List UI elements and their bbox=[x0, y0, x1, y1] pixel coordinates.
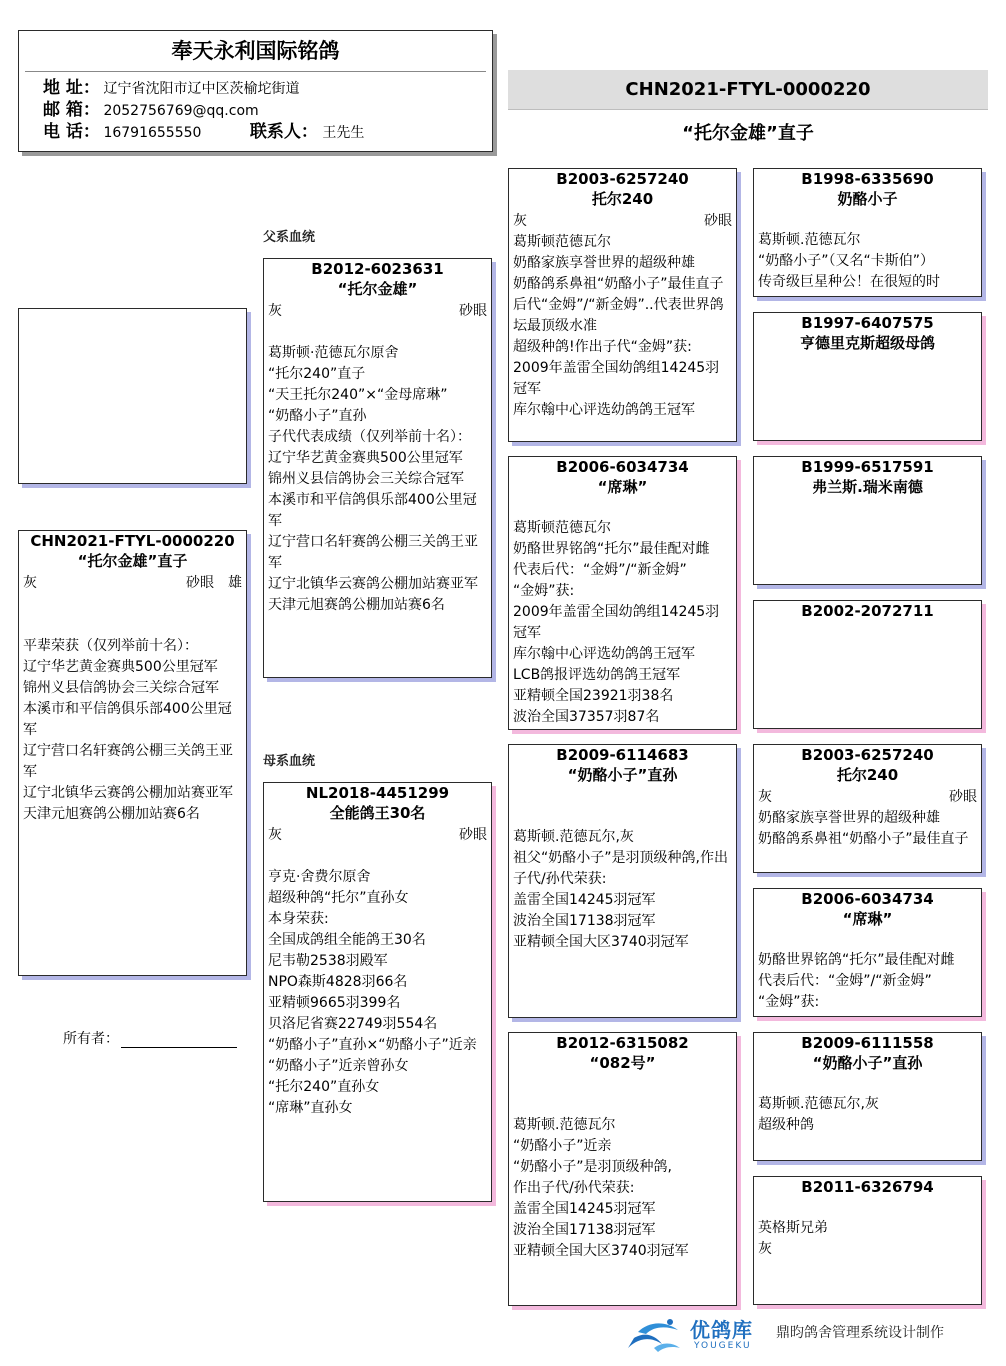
note-line: 辽宁华艺黄金赛典500公里冠军 bbox=[23, 659, 218, 675]
dam-dam-sire-card bbox=[753, 1032, 982, 1161]
note-line: NPO森斯4828羽66名 bbox=[268, 974, 408, 990]
note-line: 葛斯顿范德瓦尔 bbox=[513, 234, 611, 250]
note-line: 超级种鸽 bbox=[758, 1117, 814, 1133]
eye-sex-group bbox=[186, 573, 242, 594]
owner-underline bbox=[121, 1032, 237, 1048]
ring-number: B2002-2072711 bbox=[801, 602, 934, 620]
note-line: 英格斯兄弟 bbox=[758, 1220, 828, 1236]
note-line: 亨克·舍费尔原舍 bbox=[268, 869, 371, 885]
notes-block bbox=[19, 594, 246, 825]
notes-block bbox=[264, 846, 491, 1119]
note-line: 本溪市和平信鸽俱乐部400公里冠军 bbox=[23, 701, 232, 738]
note-line: 波治全国17138羽冠军 bbox=[513, 1222, 656, 1238]
eye-value: 砂眼 bbox=[704, 213, 732, 229]
title-subtitle: “托尔金雄”直子 bbox=[682, 123, 814, 144]
sire-sire-card bbox=[508, 168, 737, 442]
wave-logo-icon bbox=[624, 1314, 684, 1354]
bird-name: “奶酪小子”直孙 bbox=[812, 1054, 923, 1072]
note-line: 天津元旭赛鸽公棚加站赛6名 bbox=[23, 806, 200, 822]
notes-block bbox=[754, 808, 981, 850]
notes-block bbox=[509, 497, 736, 728]
address-value: 辽宁省沈阳市辽中区茨榆坨街道 bbox=[103, 81, 300, 97]
photo-placeholder bbox=[18, 308, 247, 484]
sire-dam-sire-card bbox=[753, 456, 982, 585]
dam-dam-card bbox=[508, 1032, 737, 1306]
notes-block bbox=[509, 785, 736, 953]
ring-number: B1997-6407575 bbox=[801, 314, 934, 332]
note-line: “金姆”获: bbox=[513, 583, 575, 599]
note-line bbox=[758, 1073, 977, 1094]
note-line: “席琳”直孙女 bbox=[268, 1100, 353, 1116]
eye-sex-group bbox=[459, 301, 487, 322]
note-line: 本溪市和平信鸽俱乐部400公里冠军 bbox=[268, 492, 477, 529]
color-value: 灰 bbox=[758, 789, 772, 805]
note-line: 平辈荣获（仅列举前十名）： bbox=[23, 638, 198, 654]
eye-value: 砂眼 bbox=[459, 827, 487, 843]
note-line: 亚精顿全国23921羽38名 bbox=[513, 688, 674, 704]
note-line: 子代代表成绩（仅列举前十名）： bbox=[268, 429, 471, 445]
note-line: 库尔翰中心评选幼鸽鸽王冠军 bbox=[513, 646, 695, 662]
note-line: 奶酪鸽系鼻祖“奶酪小子”最佳直子 bbox=[758, 831, 969, 847]
eye-value: 砂眼 bbox=[459, 303, 487, 319]
contact-label: 联系人： bbox=[249, 122, 318, 142]
note-line: 奶酪家族享誉世界的超级种雄 bbox=[758, 810, 940, 826]
note-line bbox=[23, 594, 242, 615]
color-value: 灰 bbox=[513, 213, 527, 229]
eye-sex-group bbox=[704, 211, 732, 232]
note-line bbox=[513, 1094, 732, 1115]
sire-sire-dam-card bbox=[753, 312, 982, 441]
bird-name: 弗兰斯.瑞米南德 bbox=[812, 478, 923, 496]
notes-block bbox=[754, 1073, 981, 1136]
attributes-row bbox=[264, 823, 491, 846]
note-line bbox=[513, 785, 732, 806]
bird-name: “托尔金雄” bbox=[337, 280, 418, 298]
sex-value: 雄 bbox=[228, 575, 242, 591]
note-line: 葛斯顿·范德瓦尔原舍 bbox=[268, 345, 399, 361]
logo-subtext: YOUGEKU bbox=[694, 1341, 752, 1351]
notes-block bbox=[509, 232, 736, 421]
note-line: “奶酪小子”是羽顶级种鸽, bbox=[513, 1159, 672, 1175]
note-line: 天津元旭赛鸽公棚加站赛6名 bbox=[268, 597, 445, 613]
note-line bbox=[268, 846, 487, 867]
eye-value: 砂眼 bbox=[949, 789, 977, 805]
note-line bbox=[758, 929, 977, 950]
note-line: 库尔翰中心评选幼鸽鸽王冠军 bbox=[513, 402, 695, 418]
note-line bbox=[758, 209, 977, 230]
footer bbox=[624, 1308, 994, 1358]
note-line: 辽宁营口名轩赛鸽公棚三关鸽王亚军 bbox=[268, 534, 478, 571]
note-line: “天王托尔240”×“金母席琳” bbox=[268, 387, 448, 403]
note-line: 葛斯顿.范德瓦尔 bbox=[758, 232, 861, 248]
email-row bbox=[25, 100, 486, 122]
dam-line-label: 母系血统 bbox=[263, 754, 316, 769]
eye-value: 砂眼 bbox=[186, 575, 214, 591]
sire-card bbox=[263, 258, 492, 678]
note-line: 超级种鸽!作出子代“金姆”获: bbox=[513, 339, 692, 355]
note-line: 奶酪世界铭鸽“托尔”最佳配对雌 bbox=[513, 541, 710, 557]
note-line: 锦州义县信鸽协会三关综合冠军 bbox=[23, 680, 219, 696]
note-line: 后代“金姆”/“新金姆”..代表世界鸽坛最顶级水准 bbox=[513, 297, 724, 334]
notes-block bbox=[754, 1197, 981, 1260]
note-line bbox=[513, 806, 732, 827]
loft-info-card bbox=[18, 30, 493, 152]
note-line: 辽宁北镇华云赛鸽公棚加站赛亚军 bbox=[23, 785, 233, 801]
notes-block bbox=[754, 929, 981, 1013]
ring-number: NL2018-4451299 bbox=[305, 784, 450, 802]
attributes-row bbox=[264, 299, 491, 322]
note-line: 2009年盖雷全国幼鸽组14245羽冠军 bbox=[513, 360, 720, 397]
note-line: 本身荣获: bbox=[268, 911, 329, 927]
ring-number: B2012-6315082 bbox=[556, 1034, 689, 1052]
note-line: 葛斯顿.范德瓦尔,灰 bbox=[513, 829, 634, 845]
eye-sex-group bbox=[459, 825, 487, 846]
color-value: 灰 bbox=[268, 303, 282, 319]
note-line: “奶酪小子”直孙×“奶酪小子”近亲 bbox=[268, 1037, 477, 1053]
bird-name: 奶酪小子 bbox=[837, 190, 898, 208]
sire-sire-sire-card bbox=[753, 168, 982, 297]
note-line: 辽宁北镇华云赛鸽公棚加站赛亚军 bbox=[268, 576, 478, 592]
bird-name: 托尔240 bbox=[836, 766, 899, 784]
address-label: 地 址： bbox=[43, 78, 100, 98]
color-value: 灰 bbox=[23, 575, 37, 591]
note-line: 盖雷全国14245羽冠军 bbox=[513, 1201, 656, 1217]
note-line: 辽宁营口名轩赛鸽公棚三关鸽王亚军 bbox=[23, 743, 233, 780]
note-line: 代表后代：“金姆”/“新金姆” bbox=[758, 973, 932, 989]
attributes-row bbox=[19, 571, 246, 594]
dam-sire-sire-card bbox=[753, 744, 982, 873]
note-line: 2009年盖雷全国幼鸽组14245羽冠军 bbox=[513, 604, 720, 641]
ring-number: CHN2021-FTYL-0000220 bbox=[30, 532, 235, 550]
phone-value: 16791655550 bbox=[103, 125, 202, 141]
ring-number: B2006-6034734 bbox=[556, 458, 689, 476]
attributes-row bbox=[754, 785, 981, 808]
contact-value: 王先生 bbox=[322, 125, 365, 141]
note-line: 葛斯顿.范德瓦尔 bbox=[513, 1117, 616, 1133]
subject-bird-card bbox=[18, 530, 247, 976]
ring-number: B2012-6023631 bbox=[311, 260, 444, 278]
note-line: 亚精顿9665羽399名 bbox=[268, 995, 401, 1011]
ring-number: B2009-6111558 bbox=[801, 1034, 934, 1052]
notes-block bbox=[754, 209, 981, 293]
dam-dam-dam-card bbox=[753, 1176, 982, 1305]
note-line: 灰 bbox=[758, 1241, 772, 1257]
bird-name: 亨德里克斯超级母鸽 bbox=[799, 334, 935, 352]
note-line bbox=[23, 615, 242, 636]
note-line: 葛斯顿范德瓦尔 bbox=[513, 520, 611, 536]
bird-name: 全能鸽王30名 bbox=[329, 804, 426, 822]
sire-dam-dam-card bbox=[753, 600, 982, 729]
eye-sex-group bbox=[949, 787, 977, 808]
note-line: 尼韦勒2538羽殿军 bbox=[268, 953, 388, 969]
note-line: 盖雷全国14245羽冠军 bbox=[513, 892, 656, 908]
note-line: “奶酪小子”直孙 bbox=[268, 408, 367, 424]
phone-row bbox=[25, 122, 486, 144]
bird-name: “托尔金雄”直子 bbox=[77, 552, 188, 570]
note-line: 锦州义县信鸽协会三关综合冠军 bbox=[268, 471, 464, 487]
note-line: 全国成鸽组全能鸽王30名 bbox=[268, 932, 426, 948]
note-line: 超级种鸽“托尔”直孙女 bbox=[268, 890, 409, 906]
title-ring-bar: CHN2021-FTYL-0000220 bbox=[508, 70, 988, 110]
dam-sire-card bbox=[508, 744, 737, 1018]
note-line: “奶酪小子”近亲 bbox=[513, 1138, 612, 1154]
note-line: 传奇级巨星种公！在很短的时 bbox=[758, 274, 940, 290]
note-line: “奶酪小子”近亲曾孙女 bbox=[268, 1058, 409, 1074]
note-line bbox=[268, 322, 487, 343]
note-line: “托尔240”直孙女 bbox=[268, 1079, 380, 1095]
note-line: 辽宁华艺黄金赛典500公里冠军 bbox=[268, 450, 463, 466]
notes-block bbox=[509, 1073, 736, 1262]
ring-number: B2006-6034734 bbox=[801, 890, 934, 908]
note-line: “托尔240”直子 bbox=[268, 366, 366, 382]
note-line bbox=[513, 1073, 732, 1094]
note-line: 贝洛尼省赛22749羽554名 bbox=[268, 1016, 438, 1032]
notes-block bbox=[264, 322, 491, 616]
color-value: 灰 bbox=[268, 827, 282, 843]
note-line: 代表后代：“金姆”/“新金姆” bbox=[513, 562, 687, 578]
note-line: 奶酪家族享誉世界的超级种雄 bbox=[513, 255, 695, 271]
note-line: 作出子代/孙代荣获: bbox=[513, 1180, 635, 1196]
sire-dam-card bbox=[508, 456, 737, 730]
note-line: “奶酪小子”（又名“卡斯伯”） bbox=[758, 253, 935, 269]
phone-label: 电 话： bbox=[43, 122, 100, 142]
sire-line-label: 父系血统 bbox=[263, 230, 316, 245]
owner-label: 所有者： bbox=[63, 1031, 119, 1047]
ring-number: B2003-6257240 bbox=[556, 170, 689, 188]
address-row bbox=[25, 78, 486, 100]
ring-number: B2003-6257240 bbox=[801, 746, 934, 764]
note-line: 葛斯顿.范德瓦尔,灰 bbox=[758, 1096, 879, 1112]
loft-name: 奉天永利国际铭鸽 bbox=[25, 31, 486, 72]
bird-name: “奶酪小子”直孙 bbox=[567, 766, 678, 784]
note-line: 亚精顿全国大区3740羽冠军 bbox=[513, 934, 689, 950]
bird-name: 托尔240 bbox=[591, 190, 654, 208]
bird-name: “席琳” bbox=[597, 478, 648, 496]
note-line: 亚精顿全国大区3740羽冠军 bbox=[513, 1243, 689, 1259]
email-label: 邮 箱： bbox=[43, 100, 100, 120]
bird-name: “席琳” bbox=[842, 910, 893, 928]
logo-text: 优鸽库 bbox=[690, 1318, 753, 1342]
note-line bbox=[513, 497, 732, 518]
owner-field bbox=[63, 1028, 237, 1048]
note-line: 奶酪世界铭鸽“托尔”最佳配对雌 bbox=[758, 952, 955, 968]
ring-number: B2009-6114683 bbox=[556, 746, 689, 764]
attributes-row bbox=[509, 209, 736, 232]
note-line: 波治全国17138羽冠军 bbox=[513, 913, 656, 929]
ring-number: B2011-6326794 bbox=[801, 1178, 934, 1196]
note-line: 祖父“奶酪小子”是羽顶级种鸽,作出子代/孙代荣获: bbox=[513, 850, 728, 887]
note-line: LCB鸽报评选幼鸽鸽王冠军 bbox=[513, 667, 681, 683]
note-line bbox=[758, 1197, 977, 1218]
note-line: “金姆”获: bbox=[758, 994, 820, 1010]
note-line: 波治全国37357羽87名 bbox=[513, 709, 660, 725]
footer-credit: 鼎昀鸽舍管理系统设计制作 bbox=[776, 1325, 944, 1341]
email-value: 2052756769@qq.com bbox=[103, 103, 259, 119]
bird-name: “082号” bbox=[589, 1054, 656, 1072]
dam-card bbox=[263, 782, 492, 1202]
ring-number: B1998-6335690 bbox=[801, 170, 934, 188]
ring-number: B1999-6517591 bbox=[801, 458, 934, 476]
dam-sire-dam-card bbox=[753, 888, 982, 1017]
note-line: 奶酪鸽系鼻祖“奶酪小子”最佳直子 bbox=[513, 276, 724, 292]
